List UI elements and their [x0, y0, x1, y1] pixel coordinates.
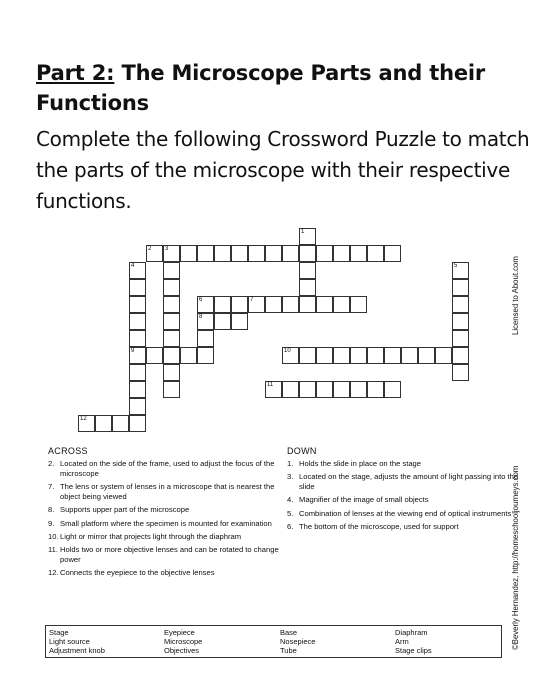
across-title: ACROSS: [48, 446, 88, 456]
crossword-cell[interactable]: [231, 313, 248, 330]
crossword-cell[interactable]: [129, 330, 146, 347]
crossword-cell[interactable]: [384, 381, 401, 398]
crossword-cell[interactable]: [333, 245, 350, 262]
crossword-cell[interactable]: [231, 296, 248, 313]
crossword-cell[interactable]: [350, 347, 367, 364]
crossword-cell[interactable]: [265, 245, 282, 262]
crossword-cell[interactable]: [282, 347, 299, 364]
across-clue-8: 8. Supports upper part of the microscope: [48, 505, 190, 515]
crossword-cell[interactable]: [367, 245, 384, 262]
crossword-cell[interactable]: [129, 279, 146, 296]
crossword-cell[interactable]: [129, 262, 146, 279]
crossword-cell[interactable]: [163, 313, 180, 330]
crossword-cell[interactable]: [129, 347, 146, 364]
instructions: Complete the following Crossword Puzzle to match the parts of the microscope with their respective functions.: [36, 127, 530, 213]
crossword-cell[interactable]: [163, 262, 180, 279]
crossword-cell[interactable]: [299, 347, 316, 364]
clue-number: 4: [131, 263, 135, 269]
down-clue-6: 6. The bottom of the microscope, used for support: [287, 521, 459, 531]
crossword-cell[interactable]: [95, 415, 112, 432]
crossword-cell[interactable]: [197, 245, 214, 262]
word-bank-item: Adjustment knob: [49, 646, 105, 655]
crossword-cell[interactable]: [333, 347, 350, 364]
crossword-cell[interactable]: [384, 245, 401, 262]
crossword-cell[interactable]: [452, 296, 469, 313]
crossword-cell[interactable]: [316, 245, 333, 262]
crossword-cell[interactable]: [435, 347, 452, 364]
crossword-cell[interactable]: [248, 296, 265, 313]
crossword-cell[interactable]: [129, 364, 146, 381]
across-clue-7: 7. The lens or system of lenses in a microscope that is nearest the object being viewed: [48, 482, 275, 502]
crossword-cell[interactable]: [299, 262, 316, 279]
crossword-cell[interactable]: [129, 398, 146, 415]
crossword-cell[interactable]: [163, 364, 180, 381]
down-clue-5: 5. Combination of lenses at the viewing end of optical instruments: [287, 508, 512, 518]
across-clues: [48, 446, 280, 581]
word-bank-item: Stage: [49, 628, 69, 637]
heading-title: The Microscope Parts and their Functions: [36, 61, 486, 115]
word-bank-item: Microscope: [164, 637, 203, 646]
across-clue-10: 10. Light or mirror that projects light through the diaphram: [48, 531, 242, 541]
across-clue-12: 12. Connects the eyepiece to the objective lenses: [48, 568, 215, 578]
word-bank-item: Nosepiece: [280, 637, 316, 646]
word-bank-item: Diaphram: [395, 628, 428, 637]
clue-number: 5: [454, 263, 458, 269]
crossword-cell[interactable]: [333, 296, 350, 313]
crossword-cell[interactable]: [452, 279, 469, 296]
down-clue-3: 3. Located on the stage, adjusts the amount of light passing into the slide: [287, 472, 519, 492]
crossword-cell[interactable]: [197, 347, 214, 364]
clue-number: 1: [301, 229, 305, 235]
across-clue-2: 2. Located on the side of the frame, used to adjust the focus of the microscope: [48, 459, 275, 478]
crossword-cell[interactable]: [418, 347, 435, 364]
crossword-cell[interactable]: [299, 228, 316, 245]
clue-number: 11: [267, 382, 274, 388]
across-clue-9: 9. Small platform where the specimen is mounted for examination: [48, 518, 272, 528]
crossword-cell[interactable]: [146, 245, 163, 262]
crossword-cell[interactable]: [367, 347, 384, 364]
word-bank-item: Arm: [395, 637, 409, 646]
crossword-cell[interactable]: [163, 381, 180, 398]
word-bank-item: Base: [280, 628, 298, 637]
crossword-cell[interactable]: [350, 381, 367, 398]
crossword-cell[interactable]: [316, 296, 333, 313]
heading-part-label: Part 2:: [36, 61, 115, 85]
crossword-cell[interactable]: [367, 381, 384, 398]
license-credit: Licensed to About.com: [511, 256, 520, 335]
crossword-cell[interactable]: [214, 313, 231, 330]
crossword-cell[interactable]: [350, 245, 367, 262]
crossword-cell[interactable]: [231, 245, 248, 262]
crossword-cell[interactable]: [452, 330, 469, 347]
crossword-cell[interactable]: [299, 279, 316, 296]
crossword-cell[interactable]: [248, 245, 265, 262]
crossword-cell[interactable]: [214, 245, 231, 262]
crossword-cell[interactable]: [163, 245, 180, 262]
crossword-cell[interactable]: [299, 381, 316, 398]
crossword-cell[interactable]: [197, 313, 214, 330]
crossword-cell[interactable]: [129, 381, 146, 398]
crossword-cell[interactable]: [452, 347, 469, 364]
crossword-cell[interactable]: [299, 245, 316, 262]
crossword-cell[interactable]: [333, 381, 350, 398]
word-bank: [45, 625, 502, 658]
down-clues: [287, 446, 519, 535]
down-clue-4: 4. Magnifier of the image of small objects: [287, 495, 429, 505]
crossword-cell[interactable]: [282, 245, 299, 262]
crossword-cell[interactable]: [452, 313, 469, 330]
word-bank-item: Light source: [49, 637, 90, 646]
crossword-cell[interactable]: [129, 313, 146, 330]
crossword-cell[interactable]: [282, 296, 299, 313]
word-bank-item: Tube: [280, 646, 297, 655]
crossword-cell[interactable]: [163, 296, 180, 313]
crossword-cell[interactable]: [180, 245, 197, 262]
clue-number: 8: [199, 314, 203, 320]
clue-number: 2: [148, 246, 152, 252]
crossword-cell[interactable]: [316, 347, 333, 364]
crossword-cell[interactable]: [129, 296, 146, 313]
crossword-cell[interactable]: [265, 296, 282, 313]
crossword-cell[interactable]: [146, 347, 163, 364]
clue-number: 7: [250, 297, 254, 303]
clue-number: 12: [80, 416, 87, 422]
crossword-cell[interactable]: [401, 347, 418, 364]
crossword-cell[interactable]: [214, 296, 231, 313]
crossword-cell[interactable]: [163, 279, 180, 296]
crossword-cell[interactable]: [180, 347, 197, 364]
crossword-cell[interactable]: [112, 415, 129, 432]
crossword-cell[interactable]: [163, 330, 180, 347]
clue-number: 9: [131, 348, 135, 354]
word-bank-item: Objectives: [164, 646, 200, 655]
crossword-cell[interactable]: [265, 381, 282, 398]
crossword-cell[interactable]: [350, 296, 367, 313]
crossword-cell[interactable]: [129, 415, 146, 432]
clue-number: 6: [199, 297, 203, 303]
crossword-cell[interactable]: [299, 296, 316, 313]
crossword-cell[interactable]: [163, 347, 180, 364]
crossword-cell[interactable]: [282, 381, 299, 398]
crossword-cell[interactable]: [78, 415, 95, 432]
down-clue-1: 1. Holds the slide in place on the stage: [287, 459, 422, 468]
word-bank-item: Stage clips: [395, 646, 432, 655]
crossword-cell[interactable]: [316, 381, 333, 398]
word-bank-item: Eyepiece: [164, 628, 195, 637]
down-title: DOWN: [287, 446, 317, 456]
clue-number: 3: [165, 246, 169, 252]
crossword-cell[interactable]: [452, 262, 469, 279]
crossword-cell[interactable]: [197, 330, 214, 347]
crossword-cell[interactable]: [197, 296, 214, 313]
clue-number: 10: [284, 348, 291, 354]
crossword-cell[interactable]: [384, 347, 401, 364]
across-clue-11: 11. Holds two or more objective lenses and can be rotated to change power: [48, 544, 279, 564]
crossword-cell[interactable]: [452, 364, 469, 381]
author-credit: ©Beverly Hernandez, http://homeschooljourneys.com: [511, 465, 520, 650]
